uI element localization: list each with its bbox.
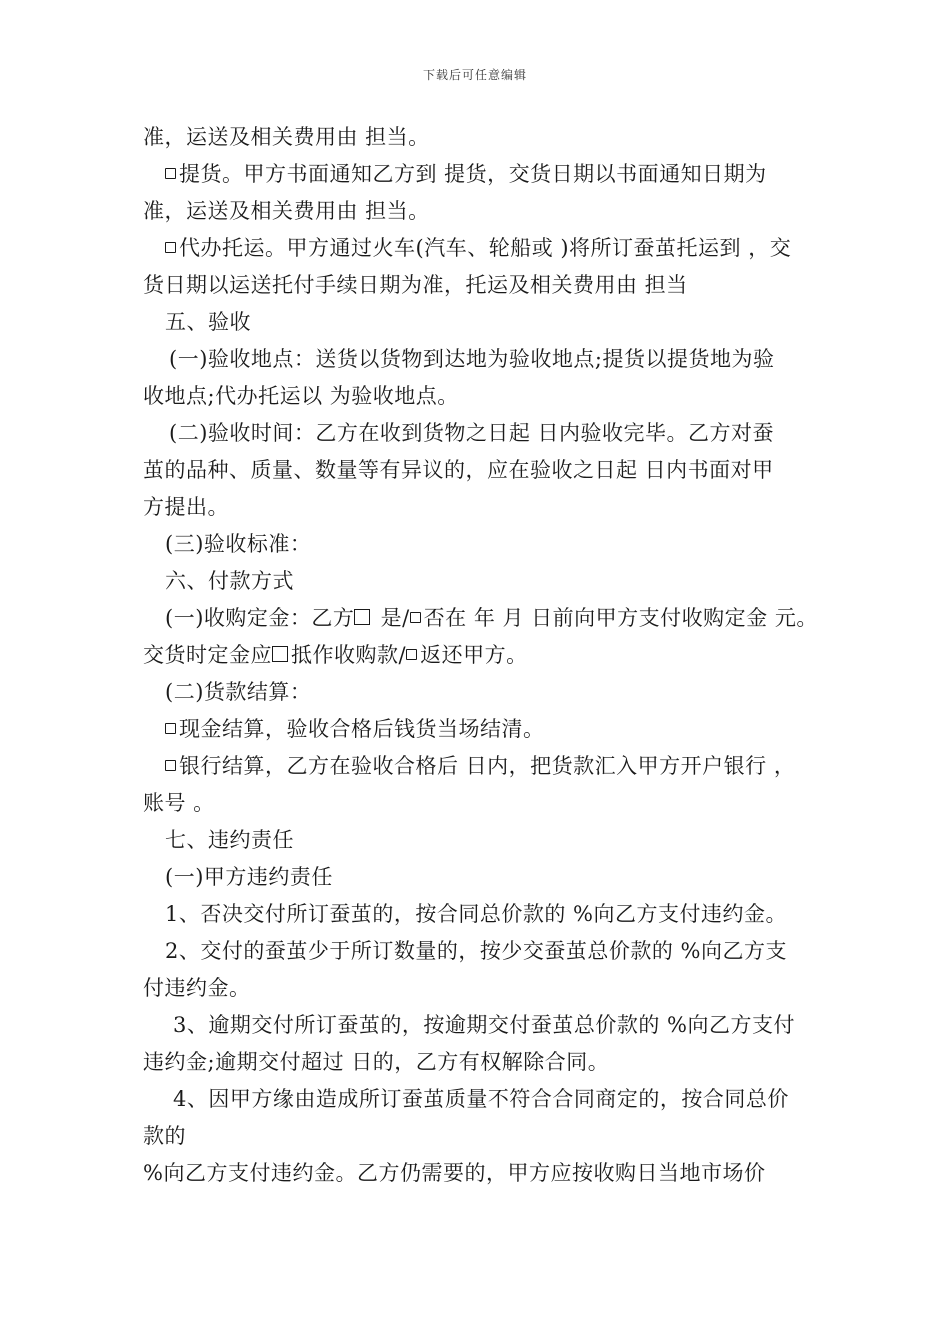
text-line-l15	[143, 637, 823, 674]
text-line-l17	[143, 711, 823, 748]
text-segment: 抵作收购款/	[291, 643, 407, 667]
text-line-l03	[143, 193, 823, 230]
text-segment: 方提出。	[143, 495, 229, 519]
document-body	[143, 119, 823, 1192]
checkbox-icon[interactable]	[165, 242, 176, 253]
page-header: 下载后可任意编辑	[422, 68, 527, 82]
text-segment: 准，运送及相关费用由 担当。	[143, 199, 430, 223]
text-segment: (二)货款结算：	[165, 680, 312, 704]
text-line-l16	[143, 674, 823, 711]
checkbox-icon[interactable]	[406, 649, 417, 660]
text-line-l13	[143, 563, 823, 600]
text-line-l11	[143, 489, 823, 526]
text-segment: 六、付款方式	[165, 569, 294, 593]
checkbox-icon[interactable]	[165, 168, 176, 179]
text-segment: 准，运送及相关费用由 担当。	[143, 125, 430, 149]
text-segment: (二)验收时间：乙方在收到货物之日起 日内验收完毕。乙方对蚕	[169, 421, 775, 445]
checkbox-icon[interactable]	[165, 723, 176, 734]
text-segment: 返还甲方。	[420, 643, 528, 667]
text-line-l24	[143, 970, 823, 1007]
text-line-l20	[143, 822, 823, 859]
text-segment: 交货时定金应	[143, 643, 272, 667]
text-segment: (三)验收标准：	[165, 532, 312, 556]
text-segment: 否在 年 月 日前向甲方支付收购定金 元。	[423, 606, 818, 630]
text-segment: 提货。甲方书面通知乙方到 提货，交货日期以书面通知日期为	[179, 162, 767, 186]
text-segment: 代办托运。甲方通过火车(汽车、轮船或 )将所订蚕茧托运到 ，交	[179, 236, 792, 260]
text-line-l21	[143, 859, 823, 896]
text-segment: 款的	[143, 1124, 186, 1148]
checkbox-icon[interactable]	[272, 646, 288, 662]
text-segment: 违约金;逾期交付超过 日的，乙方有权解除合同。	[143, 1050, 610, 1074]
text-line-l29	[143, 1155, 823, 1192]
text-line-l14	[143, 600, 823, 637]
text-line-l10	[143, 452, 823, 489]
text-segment: 七、违约责任	[165, 828, 294, 852]
text-segment: 1、否决交付所订蚕茧的，按合同总价款的 %向乙方支付违约金。	[165, 902, 787, 926]
text-segment: 收地点;代办托运以 为验收地点。	[143, 384, 459, 408]
text-segment: (一)验收地点：送货以货物到达地为验收地点;提货以提货地为验	[169, 347, 775, 371]
text-segment: 账号 。	[143, 791, 215, 815]
checkbox-icon[interactable]	[410, 612, 421, 623]
text-segment: 是/	[373, 606, 410, 630]
text-line-l25	[143, 1007, 823, 1044]
text-line-l23	[143, 933, 823, 970]
text-line-l28	[143, 1118, 823, 1155]
text-segment: 现金结算，验收合格后钱货当场结清。	[179, 717, 545, 741]
text-line-l06	[143, 304, 823, 341]
text-line-l05	[143, 267, 823, 304]
text-segment: 3、逾期交付所订蚕茧的，按逾期交付蚕茧总价款的 %向乙方支付	[173, 1013, 795, 1037]
text-segment: 五、验收	[165, 310, 251, 334]
text-line-l18	[143, 748, 823, 785]
text-line-l27	[143, 1081, 823, 1118]
text-segment: 4、因甲方缘由造成所订蚕茧质量不符合合同商定的，按合同总价	[173, 1087, 789, 1111]
text-line-l12	[143, 526, 823, 563]
text-segment: 货日期以运送托付手续日期为准，托运及相关费用由 担当	[143, 273, 688, 297]
checkbox-icon[interactable]	[354, 609, 370, 625]
text-line-l08	[143, 378, 823, 415]
text-segment: 银行结算，乙方在验收合格后 日内，把货款汇入甲方开户银行 ，	[179, 754, 796, 778]
text-line-l07	[143, 341, 823, 378]
text-line-l01	[143, 119, 823, 156]
text-segment: (一)收购定金：乙方	[165, 606, 355, 630]
text-segment: 2、交付的蚕茧少于所订数量的，按少交蚕茧总价款的 %向乙方支	[165, 939, 787, 963]
text-segment: 付违约金。	[143, 976, 251, 1000]
text-segment: (一)甲方违约责任	[165, 865, 333, 889]
text-line-l02	[143, 156, 823, 193]
text-line-l19	[143, 785, 823, 822]
text-line-l04	[143, 230, 823, 267]
text-line-l26	[143, 1044, 823, 1081]
text-line-l22	[143, 896, 823, 933]
text-segment: %向乙方支付违约金。乙方仍需要的，甲方应按收购日当地市场价	[143, 1161, 766, 1185]
checkbox-icon[interactable]	[165, 760, 176, 771]
text-segment: 茧的品种、质量、数量等有异议的，应在验收之日起 日内书面对甲	[143, 458, 774, 482]
text-line-l09	[143, 415, 823, 452]
